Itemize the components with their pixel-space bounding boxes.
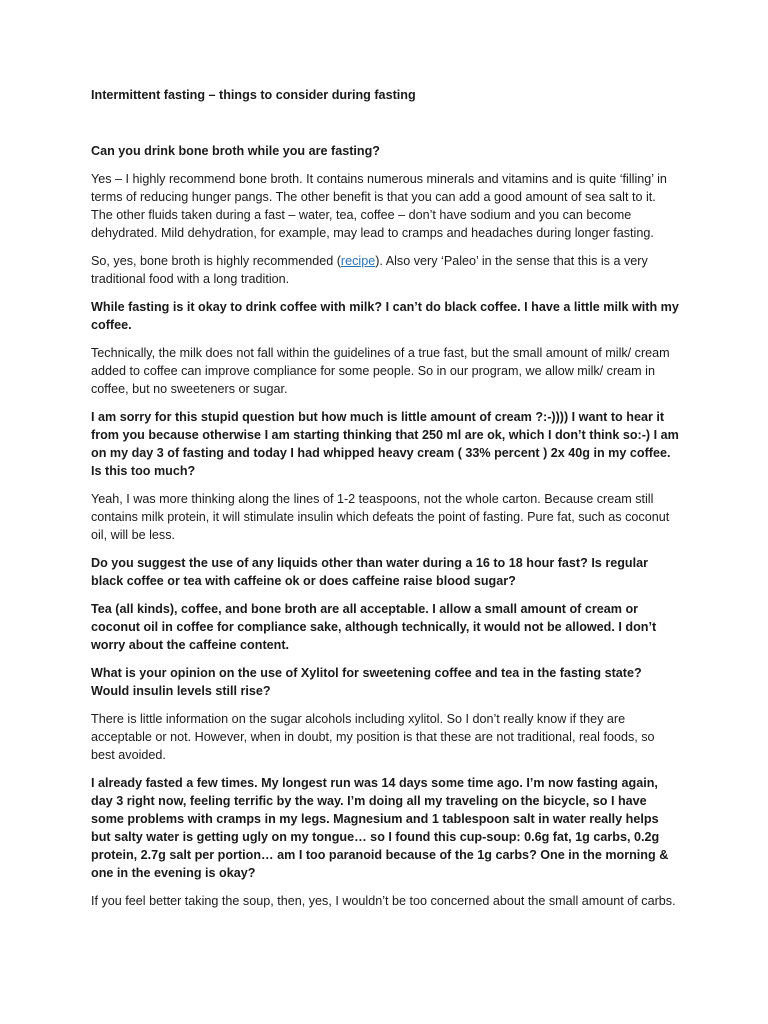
recipe-link[interactable]: recipe xyxy=(340,254,376,268)
answer-cup-soup: If you feel better taking the soup, then, yes, I wouldn’t be too concerned about the small amount of carbs. xyxy=(91,894,676,908)
question-coffee-milk: While fasting is it okay to drink coffee with milk? I can’t do black coffee. I have a little milk with my coffee. xyxy=(91,300,679,332)
question-bone-broth: Can you drink bone broth while you are fasting? xyxy=(91,144,380,158)
answer-xylitol: There is little information on the sugar alcohols including xylitol. So I don’t really know if they are acceptable or not. However, when in doubt, my position is that these are not traditional, real foods, so best avoided. xyxy=(91,712,655,762)
answer-liquids: Tea (all kinds), coffee, and bone broth are all acceptable. I allow a small amount of cream or coconut oil in coffee for compliance sake, although technically, it would not be allowed. I don’t worry about the caffeine content. xyxy=(91,602,657,652)
question-cream-amount: I am sorry for this stupid question but how much is little amount of cream ?:-)))) I want to hear it from you because otherwise I am starting thinking that 250 ml are ok, which I don’t think so:-) I am on my day 3 of fasting and today I had whipped heavy cream ( 33% percent ) 2x 40g in my coffee. Is this too much? xyxy=(91,410,679,478)
document-body xyxy=(91,86,679,920)
answer-bone-broth-recipe xyxy=(91,252,679,288)
question-xylitol: What is your opinion on the use of Xylitol for sweetening coffee and tea in the fasting state? Would insulin levels still rise? xyxy=(91,666,642,698)
recipe-text-before: So, yes, bone broth is highly recommended ( xyxy=(91,254,341,268)
answer-coffee-milk: Technically, the milk does not fall within the guidelines of a true fast, but the small amount of milk/ cream added to coffee can improve compliance for some people. So in our program, we allow milk/ cream in coffee, but no sweeteners or sugar. xyxy=(91,346,670,396)
question-liquids: Do you suggest the use of any liquids other than water during a 16 to 18 hour fast? Is regular black coffee or tea with caffeine ok or does caffeine raise blood sugar? xyxy=(91,556,649,588)
answer-cream-amount: Yeah, I was more thinking along the lines of 1-2 teaspoons, not the whole carton. Because cream still contains milk protein, it will stimulate insulin which defeats the point of fasting. Pure fat, such as coconut oil, will be less. xyxy=(91,492,670,542)
document-title: Intermittent fasting – things to consider during fasting xyxy=(91,88,416,102)
answer-bone-broth: Yes – I highly recommend bone broth. It contains numerous minerals and vitamins and is quite ‘filling’ in terms of reducing hunger pangs. The other benefit is that you can add a good amount of sea salt to it. The other fluids taken during a fast – water, tea, coffee – don’t have sodium and you can become dehydrated. Mild dehydration, for example, may lead to cramps and headaches during longer fasting. xyxy=(91,172,667,240)
question-cup-soup: I already fasted a few times. My longest run was 14 days some time ago. I’m now fasting again, day 3 right now, feeling terrific by the way. I’m doing all my traveling on the bicycle, so I have some problems with cramps in my legs. Magnesium and 1 tablespoon salt in water really helps but salty water is getting ugly on my tongue… so I found this cup-soup: 0.6g fat, 1g carbs, 0.2g protein, 2.7g salt per portion… am I too paranoid because of the 1g carbs? One in the morning & one in the evening is okay? xyxy=(91,776,669,880)
recipe-text-after: ). Also very ‘Paleo’ in the sense that this is a very traditional food with a long tradition. xyxy=(91,254,648,286)
